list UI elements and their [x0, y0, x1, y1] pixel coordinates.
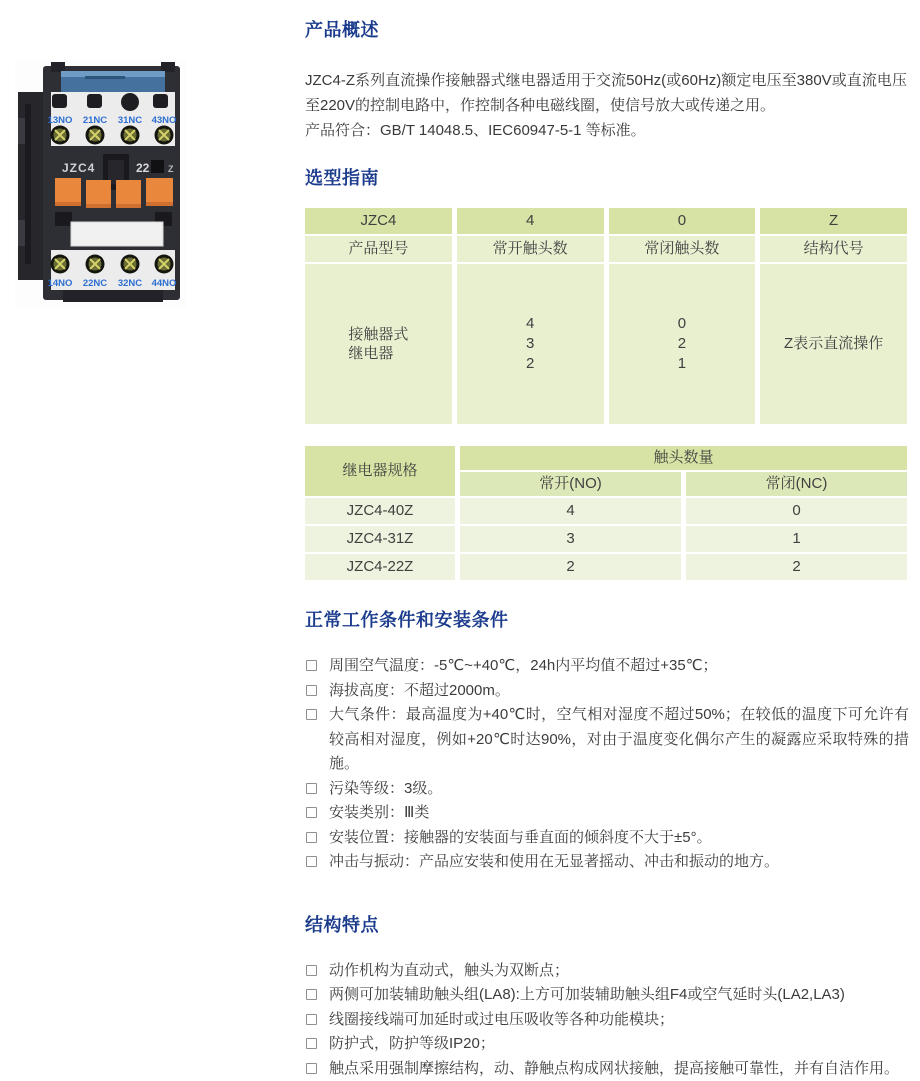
list-item-text: 防护式，防护等级IP20； — [329, 1035, 495, 1052]
table-cell: 4 — [460, 498, 681, 524]
nc-count-option: 0 — [678, 315, 686, 333]
table-cell-no-counts — [457, 264, 604, 424]
checkbox-icon — [306, 1038, 317, 1049]
table-cell: JZC4-31Z — [305, 526, 455, 552]
list-item-text: 冲击与振动：产品应安装和使用在无显著摇动、冲击和振动的地方。 — [329, 853, 779, 870]
list-item — [305, 1057, 909, 1081]
checkbox-icon — [306, 660, 317, 671]
list-item-text: 两侧可加装辅助触头组(LA8):上方可加装辅助触头组F4或空气延时头(LA2,LA3) — [329, 986, 845, 1003]
product-type-line: 接触器式 — [348, 325, 408, 344]
table-cell: 常开触头数 — [457, 236, 604, 262]
nc-count-option: 1 — [678, 355, 686, 373]
terminal-label: 21NC — [83, 115, 107, 126]
table-cell-nc-counts — [609, 264, 756, 424]
list-item-text: 大气条件：最高温度为+40℃时，空气相对湿度不超过50%；在较低的温度下可允许有较高相对湿度，例如+20℃时达90%，对由于温度变化偶尔产生的凝露应采取特殊的措施。 — [329, 706, 909, 772]
list-item — [305, 777, 909, 802]
table-cell: 产品型号 — [305, 236, 452, 262]
device-left-rail — [18, 92, 44, 280]
contactor-relay-illustration — [15, 60, 187, 308]
list-item — [305, 703, 909, 777]
table-cell: 2 — [460, 554, 681, 580]
list-item — [305, 826, 909, 851]
list-item — [305, 679, 909, 704]
table-cell: Z — [760, 208, 907, 234]
table-cell: 0 — [609, 208, 756, 234]
table-cell: 常闭触头数 — [609, 236, 756, 262]
terminal-label: 32NC — [118, 278, 142, 289]
list-item-text: 动作机构为直动式，触头为双断点； — [329, 962, 569, 979]
overview-paragraph — [305, 68, 907, 143]
checkbox-icon — [306, 965, 317, 976]
checkbox-icon — [306, 783, 317, 794]
table-cell: JZC4 — [305, 208, 452, 234]
table-header-relay-spec: 继电器规格 — [305, 446, 455, 496]
features-list — [305, 959, 909, 1081]
terminal-label: 22NC — [83, 278, 107, 289]
nc-count-option: 2 — [678, 335, 686, 353]
table-cell-product-type — [305, 264, 452, 424]
table-header-nc: 常闭(NC) — [686, 472, 907, 496]
document-content — [305, 0, 907, 1081]
device-base — [63, 290, 163, 302]
table-cell: 0 — [686, 498, 907, 524]
table-header-contact-qty: 触头数量 — [460, 446, 907, 470]
list-item-text: 线圈接线端可加延时或过电压吸收等各种功能模块； — [329, 1011, 674, 1028]
terminal-label: 44NO — [152, 278, 177, 289]
checkbox-icon — [306, 856, 317, 867]
terminal-label: 13NO — [48, 115, 73, 126]
terminal-label: 43NO — [152, 115, 177, 126]
list-item-text: 海拔高度：不超过2000m。 — [329, 682, 510, 699]
checkbox-icon — [306, 989, 317, 1000]
list-item — [305, 983, 909, 1008]
checkbox-icon — [306, 1014, 317, 1025]
list-item-text: 安装位置：接触器的安装面与垂直面的倾斜度不大于±5°。 — [329, 829, 712, 846]
list-item-text: 污染等级：3级。 — [329, 780, 442, 797]
relay-spec-table — [305, 446, 907, 580]
list-item-text: 周围空气温度：-5℃~+40℃，24h内平均值不超过+35℃； — [329, 657, 718, 674]
table-cell-code-desc: Z表示直流操作 — [760, 264, 907, 424]
conditions-list — [305, 654, 909, 875]
product-photo — [15, 60, 187, 308]
list-item-text: 触点采用强制摩擦结构，动、静触点构成网状接触，提高接触可靠性，并有自洁作用。 — [329, 1060, 899, 1077]
coil-tag — [61, 71, 165, 92]
table-header-no: 常开(NO) — [460, 472, 681, 496]
section-heading-conditions: 正常工作条件和安装条件 — [305, 609, 907, 632]
terminal-label: 31NC — [118, 115, 142, 126]
checkbox-icon — [306, 807, 317, 818]
table-cell: 1 — [686, 526, 907, 552]
table-cell: 4 — [457, 208, 604, 234]
no-count-option: 4 — [526, 315, 534, 333]
table-cell: JZC4-40Z — [305, 498, 455, 524]
list-item — [305, 801, 909, 826]
product-type-line: 继电器 — [348, 344, 408, 363]
list-item — [305, 959, 909, 984]
rating-label: 22 — [136, 161, 150, 175]
no-count-option: 2 — [526, 355, 534, 373]
list-item — [305, 1008, 909, 1033]
table-cell: JZC4-22Z — [305, 554, 455, 580]
checkbox-icon — [306, 832, 317, 843]
checkbox-icon — [306, 709, 317, 720]
list-item — [305, 654, 909, 679]
terminal-label: 14NO — [48, 278, 73, 289]
checkbox-icon — [306, 685, 317, 696]
list-item — [305, 850, 909, 875]
list-item-text: 安装类别：Ⅲ类 — [329, 804, 429, 821]
overview-body-text: JZC4-Z系列直流操作接触器式继电器适用于交流50Hz(或60Hz)额定电压至380V或直流电压至220V的控制电路中，作控制各种电磁线圈，使信号放大或传递之用。 — [305, 68, 907, 118]
top-terminal-band — [48, 92, 177, 146]
section-heading-selection-guide: 选型指南 — [305, 167, 907, 190]
name-plate — [71, 222, 163, 246]
no-count-option: 3 — [526, 335, 534, 353]
selection-guide-table — [305, 208, 907, 424]
structure-code-label: Z — [168, 164, 174, 174]
model-label: JZC4 — [62, 161, 95, 175]
checkbox-icon — [306, 1063, 317, 1074]
section-heading-features: 结构特点 — [305, 914, 907, 937]
bottom-terminal-band — [48, 250, 177, 290]
overview-standards-text: 产品符合：GB/T 14048.5、IEC60947-5-1 等标准。 — [305, 118, 907, 143]
table-cell: 结构代号 — [760, 236, 907, 262]
list-item — [305, 1032, 909, 1057]
section-heading-overview: 产品概述 — [305, 19, 907, 42]
table-cell: 3 — [460, 526, 681, 552]
table-cell: 2 — [686, 554, 907, 580]
